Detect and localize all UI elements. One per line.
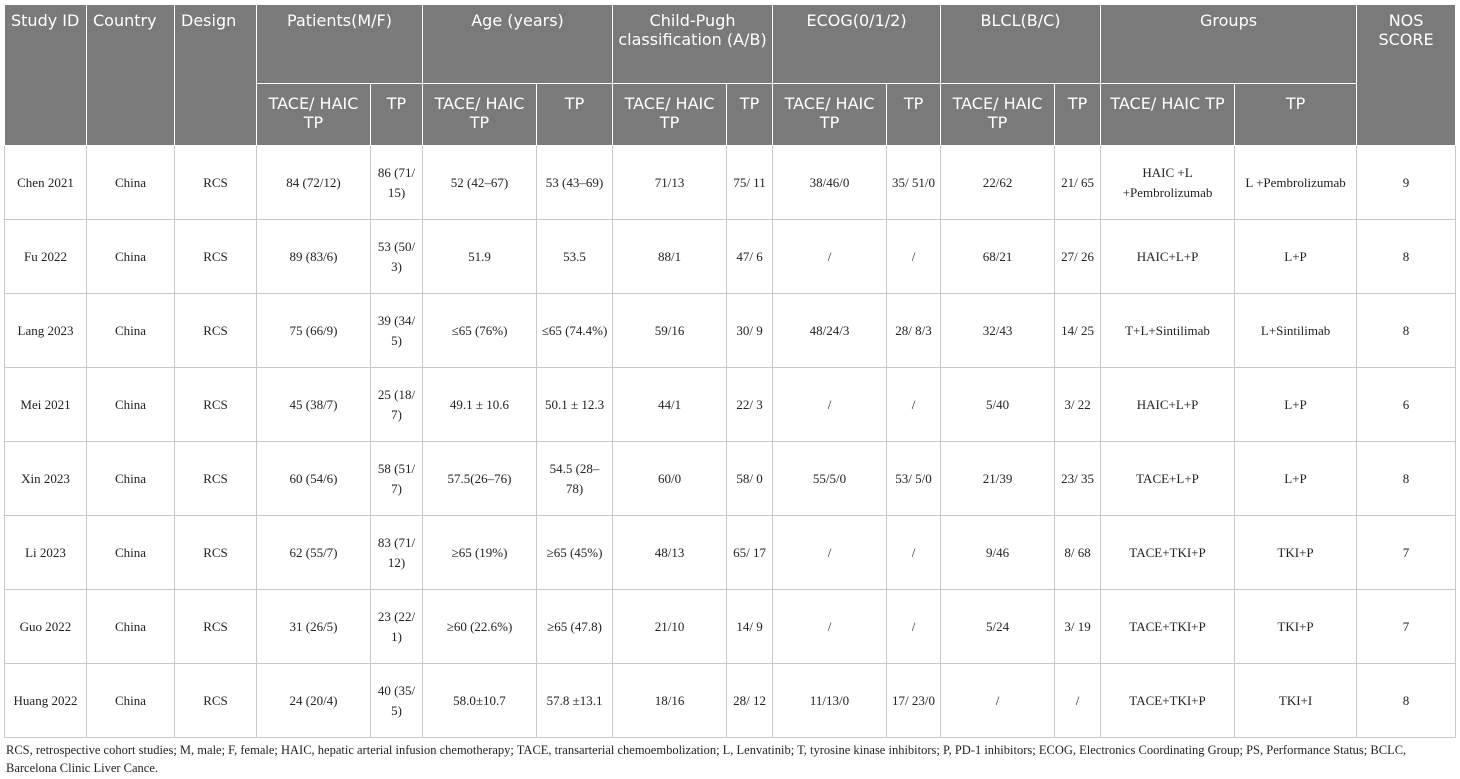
cell-study-id: Li 2023 xyxy=(5,516,87,590)
cell-age-tp: 53.5 xyxy=(537,220,613,294)
cell-blcl-tace: 68/21 xyxy=(941,220,1055,294)
cell-ecog-tace: / xyxy=(773,368,887,442)
cell-ecog-tace: / xyxy=(773,590,887,664)
cell-child-pugh-tace: 48/13 xyxy=(613,516,727,590)
cell-nos-score: 8 xyxy=(1357,220,1456,294)
table-body xyxy=(5,146,1456,738)
cell-blcl-tp: 23/ 35 xyxy=(1055,442,1101,516)
cell-groups-tace: TACE+L+P xyxy=(1101,442,1235,516)
cell-study-id: Huang 2022 xyxy=(5,664,87,738)
subheader-tp: TP xyxy=(887,84,941,146)
cell-study-id: Guo 2022 xyxy=(5,590,87,664)
cell-nos-score: 8 xyxy=(1357,664,1456,738)
cell-blcl-tace: 5/24 xyxy=(941,590,1055,664)
header-ecog: ECOG(0/1/2) xyxy=(773,5,941,84)
subheader-tp: TP xyxy=(371,84,423,146)
cell-age-tp: 54.5 (28–78) xyxy=(537,442,613,516)
cell-design: RCS xyxy=(175,220,257,294)
cell-patients-tp: 53 (50/ 3) xyxy=(371,220,423,294)
cell-groups-tace: HAIC+L+P xyxy=(1101,368,1235,442)
cell-ecog-tace: / xyxy=(773,516,887,590)
cell-child-pugh-tace: 71/13 xyxy=(613,146,727,220)
cell-child-pugh-tp: 30/ 9 xyxy=(727,294,773,368)
cell-country: China xyxy=(87,442,175,516)
subheader-tace: TACE/ HAIC TP xyxy=(613,84,727,146)
cell-patients-tace: 45 (38/7) xyxy=(257,368,371,442)
cell-child-pugh-tp: 65/ 17 xyxy=(727,516,773,590)
cell-groups-tace: TACE+TKI+P xyxy=(1101,516,1235,590)
cell-ecog-tace: 55/5/0 xyxy=(773,442,887,516)
cell-design: RCS xyxy=(175,516,257,590)
cell-country: China xyxy=(87,368,175,442)
cell-nos-score: 8 xyxy=(1357,442,1456,516)
cell-child-pugh-tace: 21/10 xyxy=(613,590,727,664)
cell-design: RCS xyxy=(175,442,257,516)
cell-ecog-tp: / xyxy=(887,220,941,294)
cell-nos-score: 8 xyxy=(1357,294,1456,368)
cell-child-pugh-tp: 47/ 6 xyxy=(727,220,773,294)
cell-groups-tace: TACE+TKI+P xyxy=(1101,664,1235,738)
cell-ecog-tace: 48/24/3 xyxy=(773,294,887,368)
cell-patients-tace: 62 (55/7) xyxy=(257,516,371,590)
subheader-tp: TP xyxy=(1235,84,1357,146)
cell-ecog-tp: / xyxy=(887,590,941,664)
cell-country: China xyxy=(87,664,175,738)
subheader-tace: TACE/ HAIC TP xyxy=(257,84,371,146)
cell-ecog-tace: / xyxy=(773,220,887,294)
cell-age-tp: 53 (43–69) xyxy=(537,146,613,220)
table-row xyxy=(5,294,1456,368)
table-container xyxy=(4,4,1455,777)
cell-groups-tace: T+L+Sintilimab xyxy=(1101,294,1235,368)
cell-ecog-tp: / xyxy=(887,516,941,590)
cell-child-pugh-tp: 75/ 11 xyxy=(727,146,773,220)
cell-blcl-tace: 21/39 xyxy=(941,442,1055,516)
cell-age-tace: 51.9 xyxy=(423,220,537,294)
cell-patients-tp: 25 (18/ 7) xyxy=(371,368,423,442)
cell-blcl-tace: 5/40 xyxy=(941,368,1055,442)
cell-age-tace: ≥60 (22.6%) xyxy=(423,590,537,664)
cell-blcl-tp: 14/ 25 xyxy=(1055,294,1101,368)
cell-country: China xyxy=(87,220,175,294)
cell-blcl-tp: 27/ 26 xyxy=(1055,220,1101,294)
table-row xyxy=(5,590,1456,664)
cell-patients-tace: 60 (54/6) xyxy=(257,442,371,516)
header-study-id: Study ID xyxy=(5,5,87,146)
header-child-pugh: Child-Pugh classification (A/B) xyxy=(613,5,773,84)
cell-groups-tp: TKI+P xyxy=(1235,590,1357,664)
table-row xyxy=(5,664,1456,738)
header-groups: Groups xyxy=(1101,5,1357,84)
table-row xyxy=(5,220,1456,294)
cell-child-pugh-tace: 44/1 xyxy=(613,368,727,442)
cell-groups-tp: L+P xyxy=(1235,442,1357,516)
cell-age-tace: 57.5(26–76) xyxy=(423,442,537,516)
subheader-tp: TP xyxy=(537,84,613,146)
cell-patients-tace: 24 (20/4) xyxy=(257,664,371,738)
header-country: Country xyxy=(87,5,175,146)
cell-country: China xyxy=(87,516,175,590)
cell-age-tace: 49.1 ± 10.6 xyxy=(423,368,537,442)
cell-ecog-tp: 35/ 51/0 xyxy=(887,146,941,220)
table-footnote: RCS, retrospective cohort studies; M, male; F, female; HAIC, hepatic arterial infusion chemotherapy; TACE, transarterial chemoembolization; L, Lenvatinib; T, tyrosine kinase inhibitors; P, PD-1 inhibitors; ECOG, Electronics Coordinating Group; PS, Performance Status; BCLC, Barcelona Clinic Liver Cance. xyxy=(6,743,1407,775)
cell-groups-tp: L+Sintilimab xyxy=(1235,294,1357,368)
cell-age-tp: 57.8 ±13.1 xyxy=(537,664,613,738)
cell-blcl-tace: 22/62 xyxy=(941,146,1055,220)
cell-design: RCS xyxy=(175,294,257,368)
cell-age-tp: 50.1 ± 12.3 xyxy=(537,368,613,442)
cell-study-id: Chen 2021 xyxy=(5,146,87,220)
cell-study-id: Xin 2023 xyxy=(5,442,87,516)
cell-age-tp: ≤65 (74.4%) xyxy=(537,294,613,368)
cell-nos-score: 7 xyxy=(1357,516,1456,590)
cell-child-pugh-tace: 60/0 xyxy=(613,442,727,516)
cell-groups-tace: HAIC+L+P xyxy=(1101,220,1235,294)
header-blcl: BLCL(B/C) xyxy=(941,5,1101,84)
cell-ecog-tace: 11/13/0 xyxy=(773,664,887,738)
cell-age-tp: ≥65 (47.8) xyxy=(537,590,613,664)
cell-blcl-tp: 21/ 65 xyxy=(1055,146,1101,220)
cell-design: RCS xyxy=(175,146,257,220)
cell-design: RCS xyxy=(175,590,257,664)
cell-groups-tp: TKI+P xyxy=(1235,516,1357,590)
table-row xyxy=(5,442,1456,516)
cell-age-tace: ≤65 (76%) xyxy=(423,294,537,368)
cell-patients-tp: 58 (51/ 7) xyxy=(371,442,423,516)
cell-ecog-tace: 38/46/0 xyxy=(773,146,887,220)
cell-country: China xyxy=(87,294,175,368)
cell-country: China xyxy=(87,590,175,664)
cell-blcl-tp: 3/ 19 xyxy=(1055,590,1101,664)
cell-blcl-tace: 9/46 xyxy=(941,516,1055,590)
table-row xyxy=(5,146,1456,220)
cell-patients-tace: 84 (72/12) xyxy=(257,146,371,220)
header-row xyxy=(5,5,1456,84)
cell-age-tace: 52 (42–67) xyxy=(423,146,537,220)
cell-patients-tp: 40 (35/ 5) xyxy=(371,664,423,738)
cell-blcl-tp: 3/ 22 xyxy=(1055,368,1101,442)
cell-ecog-tp: / xyxy=(887,368,941,442)
cell-nos-score: 6 xyxy=(1357,368,1456,442)
cell-study-id: Mei 2021 xyxy=(5,368,87,442)
cell-patients-tp: 39 (34/ 5) xyxy=(371,294,423,368)
table-row xyxy=(5,368,1456,442)
cell-child-pugh-tp: 28/ 12 xyxy=(727,664,773,738)
cell-nos-score: 9 xyxy=(1357,146,1456,220)
cell-child-pugh-tace: 18/16 xyxy=(613,664,727,738)
cell-groups-tace: TACE+TKI+P xyxy=(1101,590,1235,664)
cell-patients-tp: 83 (71/ 12) xyxy=(371,516,423,590)
subheader-tp: TP xyxy=(1055,84,1101,146)
subheader-tace: TACE/ HAIC TP xyxy=(941,84,1055,146)
cell-study-id: Fu 2022 xyxy=(5,220,87,294)
header-age: Age (years) xyxy=(423,5,613,84)
subheader-tace: TACE/ HAIC TP xyxy=(773,84,887,146)
study-characteristics-table xyxy=(4,4,1456,738)
cell-design: RCS xyxy=(175,664,257,738)
subheader-tace: TACE/ HAIC TP xyxy=(1101,84,1235,146)
cell-child-pugh-tp: 14/ 9 xyxy=(727,590,773,664)
cell-age-tp: ≥65 (45%) xyxy=(537,516,613,590)
subheader-tp: TP xyxy=(727,84,773,146)
cell-patients-tace: 31 (26/5) xyxy=(257,590,371,664)
cell-age-tace: ≥65 (19%) xyxy=(423,516,537,590)
header-patients: Patients(M/F) xyxy=(257,5,423,84)
subheader-tace: TACE/ HAIC TP xyxy=(423,84,537,146)
cell-ecog-tp: 28/ 8/3 xyxy=(887,294,941,368)
cell-blcl-tace: / xyxy=(941,664,1055,738)
cell-blcl-tace: 32/43 xyxy=(941,294,1055,368)
cell-groups-tp: L+P xyxy=(1235,368,1357,442)
cell-groups-tp: TKI+I xyxy=(1235,664,1357,738)
cell-blcl-tp: / xyxy=(1055,664,1101,738)
cell-patients-tace: 75 (66/9) xyxy=(257,294,371,368)
cell-patients-tp: 23 (22/ 1) xyxy=(371,590,423,664)
cell-groups-tp: L+P xyxy=(1235,220,1357,294)
cell-child-pugh-tace: 59/16 xyxy=(613,294,727,368)
cell-patients-tace: 89 (83/6) xyxy=(257,220,371,294)
cell-study-id: Lang 2023 xyxy=(5,294,87,368)
cell-nos-score: 7 xyxy=(1357,590,1456,664)
cell-age-tace: 58.0±10.7 xyxy=(423,664,537,738)
cell-child-pugh-tp: 22/ 3 xyxy=(727,368,773,442)
cell-design: RCS xyxy=(175,368,257,442)
header-design: Design xyxy=(175,5,257,146)
header-nos-score: NOS SCORE xyxy=(1357,5,1456,146)
cell-ecog-tp: 53/ 5/0 xyxy=(887,442,941,516)
cell-patients-tp: 86 (71/ 15) xyxy=(371,146,423,220)
cell-child-pugh-tace: 88/1 xyxy=(613,220,727,294)
cell-groups-tp: L +Pembrolizumab xyxy=(1235,146,1357,220)
cell-country: China xyxy=(87,146,175,220)
cell-blcl-tp: 8/ 68 xyxy=(1055,516,1101,590)
cell-groups-tace: HAIC +L +Pembrolizumab xyxy=(1101,146,1235,220)
table-row xyxy=(5,516,1456,590)
cell-child-pugh-tp: 58/ 0 xyxy=(727,442,773,516)
cell-ecog-tp: 17/ 23/0 xyxy=(887,664,941,738)
